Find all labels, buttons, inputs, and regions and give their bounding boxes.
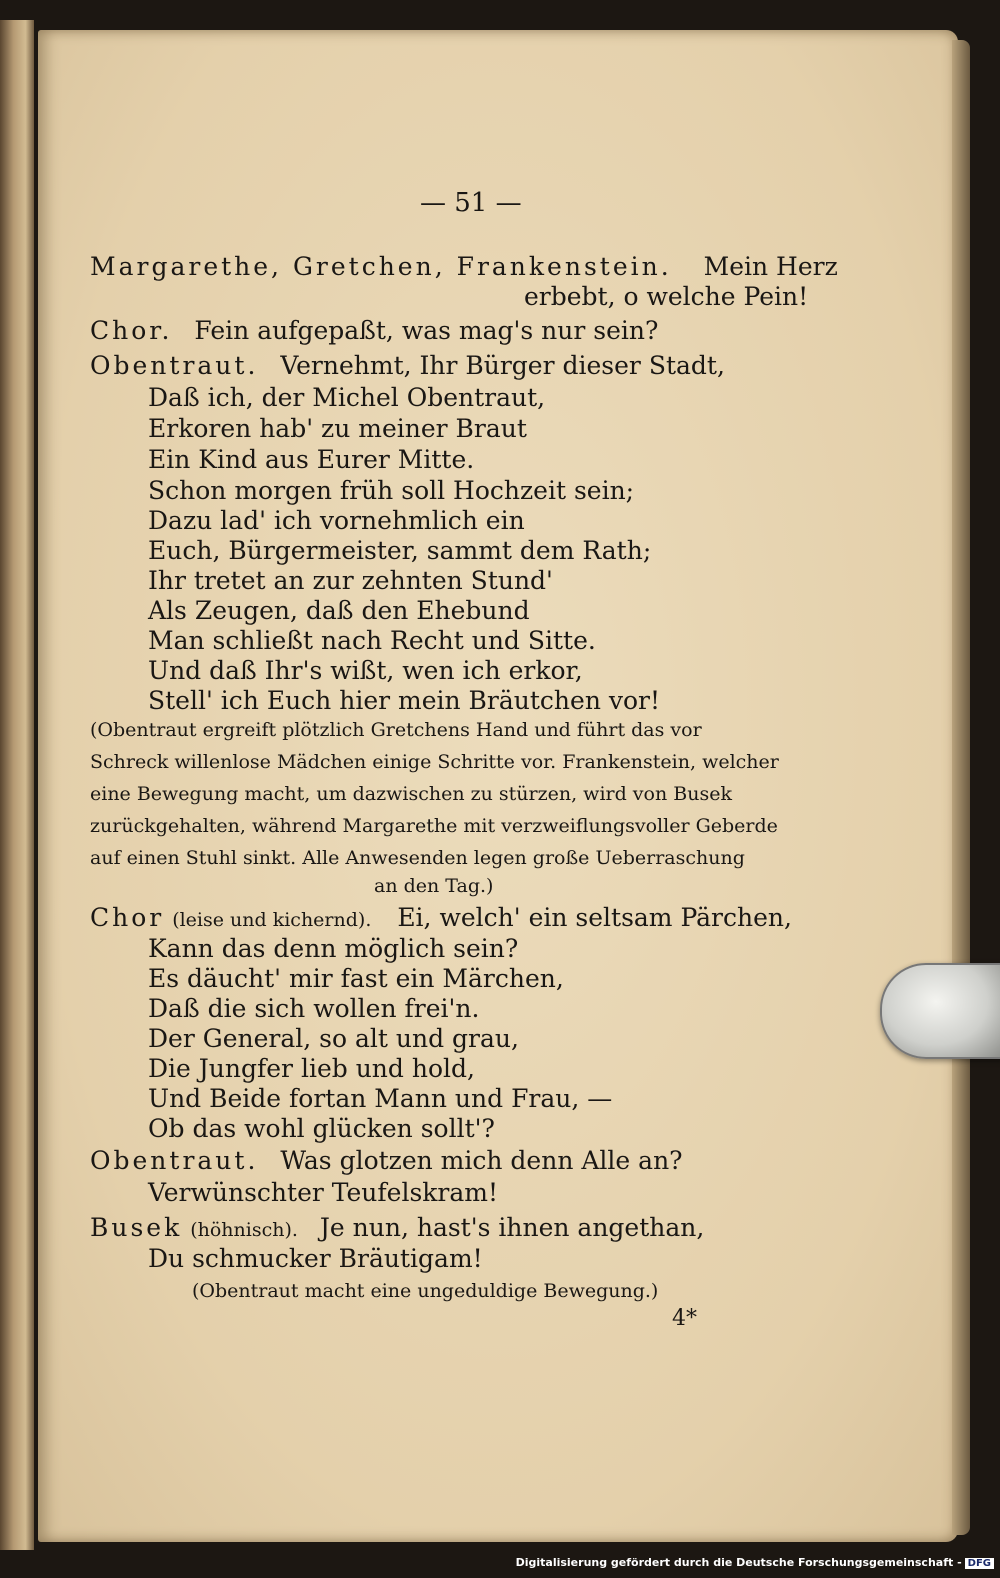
speaker-name: Obentraut. — [90, 1146, 259, 1175]
verse-line: Die Jungfer lieb und hold, — [148, 1054, 475, 1083]
verse-line: Euch, Bürgermeister, sammt dem Rath; — [148, 536, 652, 565]
verse-line: Und daß Ihr's wißt, wen ich erkor, — [148, 656, 583, 685]
stage-direction-inline: (höhnisch). — [190, 1219, 298, 1241]
footer-text: Digitalisierung gefördert durch die Deutsche Forschungsgemeinschaft - — [515, 1556, 962, 1569]
verse-line: Ihr tretet an zur zehnten Stund' — [148, 566, 553, 595]
verse-line: Der General, so alt und grau, — [148, 1024, 519, 1053]
speech-line — [90, 1213, 704, 1245]
digitization-footer — [516, 1556, 994, 1569]
verse-text: Ei, welch' ein seltsam Pärchen, — [397, 903, 792, 932]
verse-line: Ein Kind aus Eurer Mitte. — [148, 445, 475, 474]
right-page-edge — [952, 40, 970, 1535]
speaker-name: Busek — [90, 1213, 183, 1242]
speech-line — [90, 351, 725, 381]
signature-mark: 4* — [672, 1306, 697, 1331]
page-number: — 51 — — [420, 188, 522, 218]
verse-line: Stell' ich Euch hier mein Bräutchen vor! — [148, 686, 661, 715]
stage-line: an den Tag.) — [374, 875, 494, 897]
verse-text: Fein aufgepaßt, was mag's nur sein? — [194, 316, 659, 345]
left-page-edge — [0, 20, 34, 1550]
verse-line: Man schließt nach Recht und Sitte. — [148, 626, 596, 655]
stage-line: (Obentraut ergreift plötzlich Gretchens Hand und führt das vor — [90, 719, 702, 741]
verse-line: Du schmucker Bräutigam! — [148, 1244, 483, 1273]
speech-line — [90, 252, 838, 282]
stage-direction-inline: (leise und kichernd). — [172, 909, 372, 931]
verse-line: Schon morgen früh soll Hochzeit sein; — [148, 476, 635, 505]
verse-line: Daß die sich wollen frei'n. — [148, 994, 480, 1023]
verse-text: Je nun, hast's ihnen angethan, — [319, 1213, 705, 1242]
stage-line: Schreck willenlose Mädchen einige Schritte vor. Frankenstein, welcher — [90, 751, 779, 773]
verse-line: Daß ich, der Michel Obentraut, — [148, 383, 546, 412]
speaker-name: Obentraut. — [90, 351, 259, 380]
verse-line: Dazu lad' ich vornehmlich ein — [148, 506, 525, 535]
verse-line: Verwünschter Teufelskram! — [148, 1178, 499, 1207]
verse-line: Es däucht' mir fast ein Märchen, — [148, 964, 564, 993]
verse-text: Vernehmt, Ihr Bürger dieser Stadt, — [280, 351, 725, 380]
speech-line — [90, 903, 792, 935]
verse-line: Erkoren hab' zu meiner Braut — [148, 414, 527, 443]
thumb-clip — [880, 963, 1000, 1059]
verse-line: Ob das wohl glücken sollt'? — [148, 1114, 495, 1143]
verse-line: erbebt, o welche Pein! — [524, 282, 809, 311]
stage-line: auf einen Stuhl sinkt. Alle Anwesenden legen große Ueberraschung — [90, 847, 745, 869]
verse-line: Kann das denn möglich sein? — [148, 934, 519, 963]
speaker-name: Margarethe, Gretchen, Frankenstein. — [90, 252, 672, 281]
verse-line: Als Zeugen, daß den Ehebund — [148, 596, 530, 625]
stage-line: eine Bewegung macht, um dazwischen zu stürzen, wird von Busek — [90, 783, 732, 805]
speech-line — [90, 1146, 683, 1176]
speaker-name: Chor. — [90, 316, 173, 345]
speech-line — [90, 316, 658, 346]
stage-direction: (Obentraut macht eine ungeduldige Bewegung.) — [192, 1280, 659, 1302]
verse-text: Was glotzen mich denn Alle an? — [280, 1146, 683, 1175]
verse-line: Und Beide fortan Mann und Frau, — — [148, 1084, 613, 1113]
speaker-name: Chor — [90, 903, 165, 932]
stage-line: zurückgehalten, während Margarethe mit verzweiflungsvoller Geberde — [90, 815, 778, 837]
dfg-logo: DFG — [965, 1558, 994, 1569]
verse-text: Mein Herz — [703, 252, 838, 281]
